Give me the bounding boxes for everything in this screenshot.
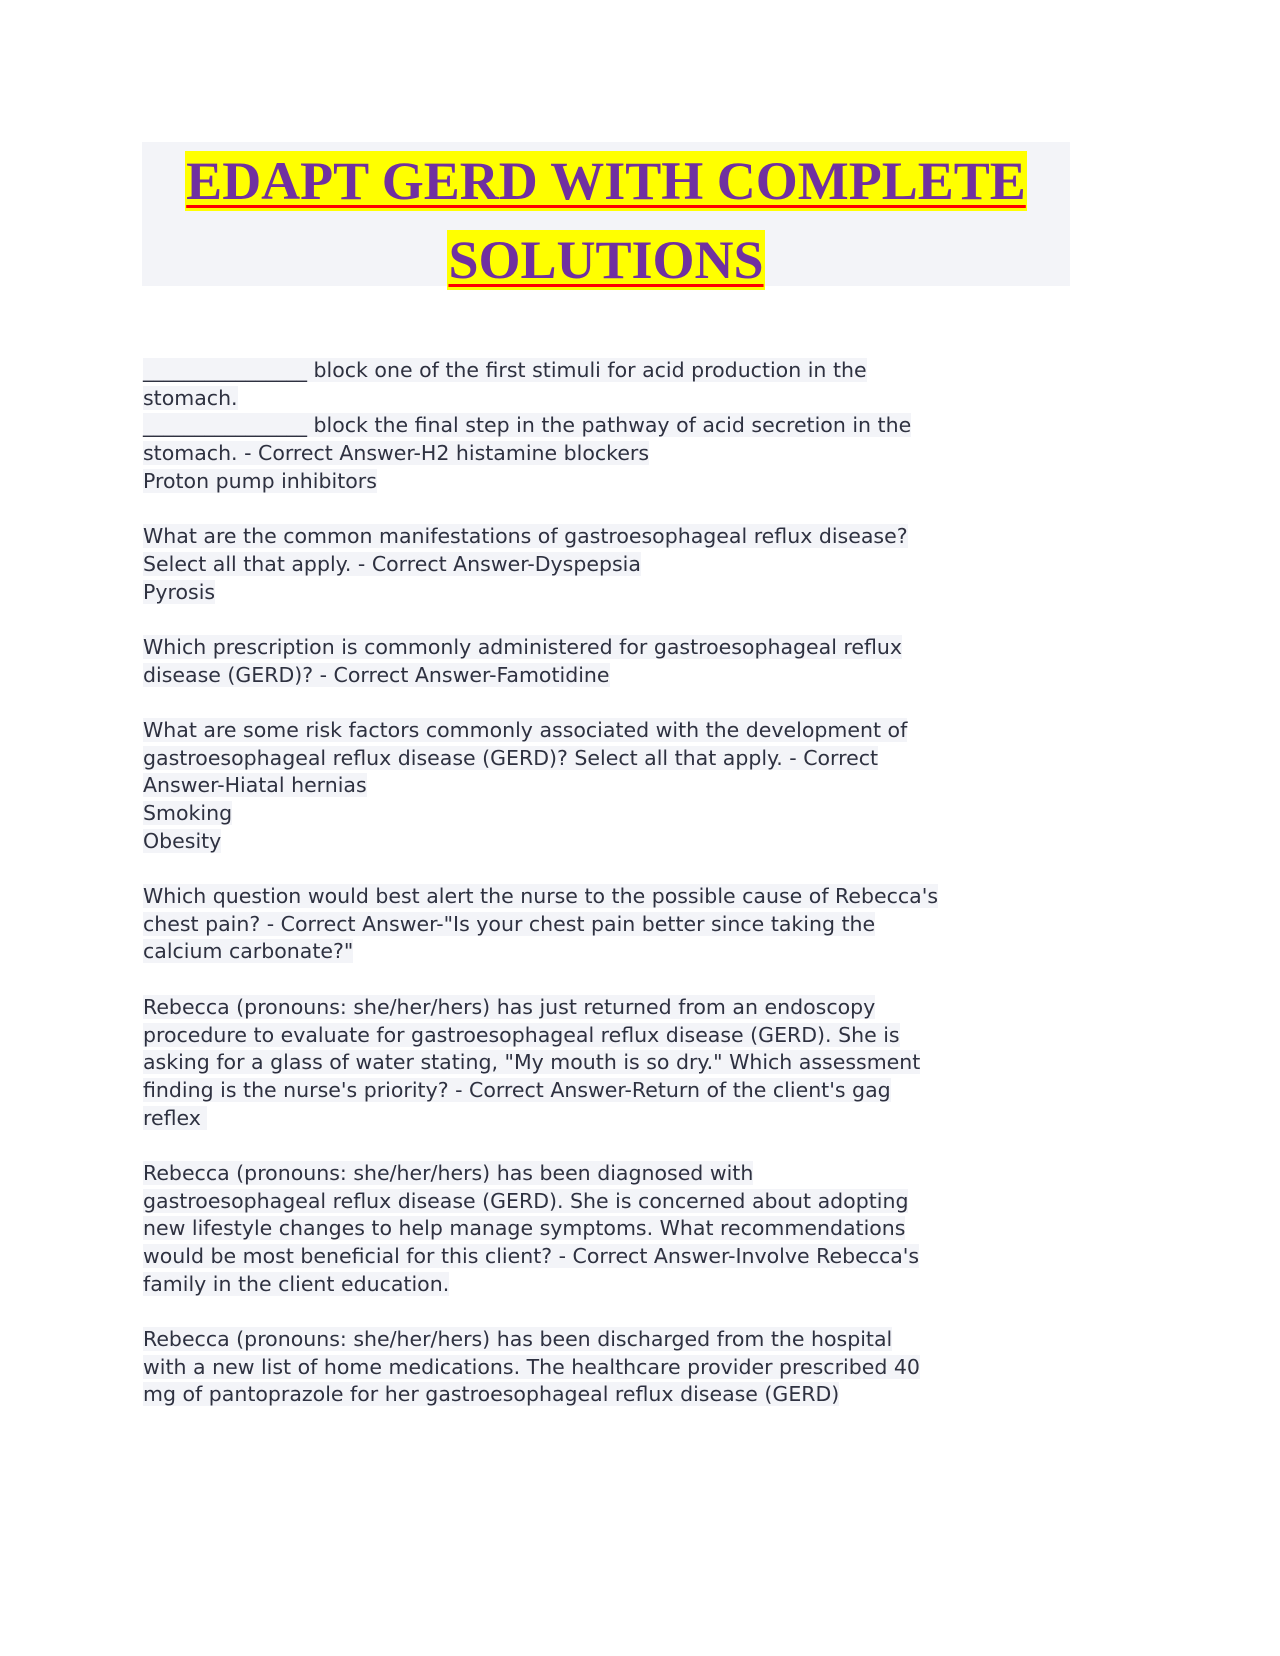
qa-paragraph [143, 1326, 1143, 1409]
line-text: Rebecca (pronouns: she/her/hers) has been discharged from the hospital [143, 1327, 893, 1352]
line-text: new lifestyle changes to help manage symptoms. What recommendations [143, 1216, 906, 1241]
text-line [143, 662, 1143, 690]
qa-paragraph [143, 357, 1143, 495]
text-line [143, 551, 1143, 579]
line-text: Obesity [143, 828, 222, 853]
qa-paragraph [143, 717, 1143, 855]
text-line [143, 1022, 1143, 1050]
text-line [143, 579, 1143, 607]
line-text: Proton pump inhibitors [143, 468, 377, 493]
line-text: would be most beneficial for this client? - Correct Answer-Involve Rebecca's [143, 1244, 920, 1268]
line-text: Smoking [143, 801, 233, 825]
line-text: with a new list of home medications. The healthcare provider prescribed 40 [143, 1354, 920, 1379]
line-text: Pyrosis [143, 579, 216, 604]
text-line [143, 883, 1143, 911]
paragraph-gap [143, 689, 1143, 717]
line-text: procedure to evaluate for gastroesophageal reflux disease (GERD). She is [143, 1022, 900, 1047]
text-line [143, 1105, 1143, 1133]
paragraph-gap [143, 1298, 1143, 1326]
text-line [143, 1188, 1143, 1216]
text-line [143, 1077, 1143, 1105]
line-text: calcium carbonate?" [143, 939, 354, 964]
text-line [143, 745, 1143, 773]
line-text: chest pain? - Correct Answer-"Is your chest pain better since taking the [143, 911, 876, 936]
text-line [143, 1271, 1143, 1299]
line-text: Rebecca (pronouns: she/her/hers) has been diagnosed with [143, 1160, 754, 1185]
line-text: ________________ block the final step in the pathway of acid secretion in the [143, 413, 912, 438]
paragraph-gap [143, 495, 1143, 523]
text-line [143, 412, 1143, 440]
line-text: stomach. - Correct Answer-H2 histamine blockers [143, 441, 650, 466]
document-title [142, 142, 1070, 290]
text-line [143, 772, 1143, 800]
title-text-2: SOLUTIONS [448, 230, 764, 290]
paragraph-gap [143, 855, 1143, 883]
qa-paragraph [143, 883, 1143, 966]
text-line [143, 1160, 1143, 1188]
line-text: stomach. [143, 385, 238, 410]
text-line [143, 911, 1143, 939]
line-text: Select all that apply. - Correct Answer-Dyspepsia [143, 551, 641, 576]
line-text: gastroesophageal reflux disease (GERD)? Select all that apply. - Correct [143, 745, 879, 770]
text-line [143, 523, 1143, 551]
qa-paragraph [143, 634, 1143, 689]
line-text: Rebecca (pronouns: she/her/hers) has just returned from an endoscopy [143, 994, 876, 1019]
text-line [143, 938, 1143, 966]
line-text: disease (GERD)? - Correct Answer-Famotidine [143, 662, 610, 687]
text-line [143, 385, 1143, 413]
paragraph-gap [143, 1132, 1143, 1160]
text-line [143, 1049, 1143, 1077]
text-line [143, 1243, 1143, 1271]
title-line-1 [142, 142, 1070, 221]
title-line-2 [142, 221, 1070, 300]
line-text: Answer-Hiatal hernias [143, 773, 367, 798]
line-text: ________________ block one of the first stimuli for acid production in the [143, 358, 867, 382]
line-text: Which question would best alert the nurse to the possible cause of Rebecca's [143, 884, 939, 909]
text-line [143, 1354, 1143, 1382]
text-line [143, 1326, 1143, 1354]
paragraph-gap [143, 966, 1143, 994]
qa-paragraph [143, 1160, 1143, 1298]
document-body [143, 357, 1143, 1409]
line-text: What are some risk factors commonly associated with the development of [143, 717, 908, 742]
text-line [143, 440, 1143, 468]
line-text: Which prescription is commonly administered for gastroesophageal reflux [143, 634, 903, 659]
qa-paragraph [143, 523, 1143, 606]
text-line [143, 1381, 1143, 1409]
title-text-1: EDAPT GERD WITH COMPLETE [186, 151, 1026, 211]
text-line [143, 468, 1143, 496]
qa-paragraph [143, 994, 1143, 1132]
text-line [143, 994, 1143, 1022]
line-text: gastroesophageal reflux disease (GERD). She is concerned about adopting [143, 1188, 909, 1213]
text-line [143, 717, 1143, 745]
text-line [143, 634, 1143, 662]
text-line [143, 1215, 1143, 1243]
line-text: reflex [143, 1105, 208, 1130]
text-line [143, 800, 1143, 828]
text-line [143, 357, 1143, 385]
text-line [143, 828, 1143, 856]
line-text: asking for a glass of water stating, "My mouth is so dry." Which assessment [143, 1050, 921, 1075]
line-text: mg of pantoprazole for her gastroesophageal reflux disease (GERD) [143, 1382, 840, 1407]
line-text: finding is the nurse's priority? - Correct Answer-Return of the client's gag [143, 1077, 891, 1102]
line-text: family in the client education. [143, 1271, 450, 1296]
paragraph-gap [143, 606, 1143, 634]
line-text: What are the common manifestations of gastroesophageal reflux disease? [143, 524, 908, 549]
